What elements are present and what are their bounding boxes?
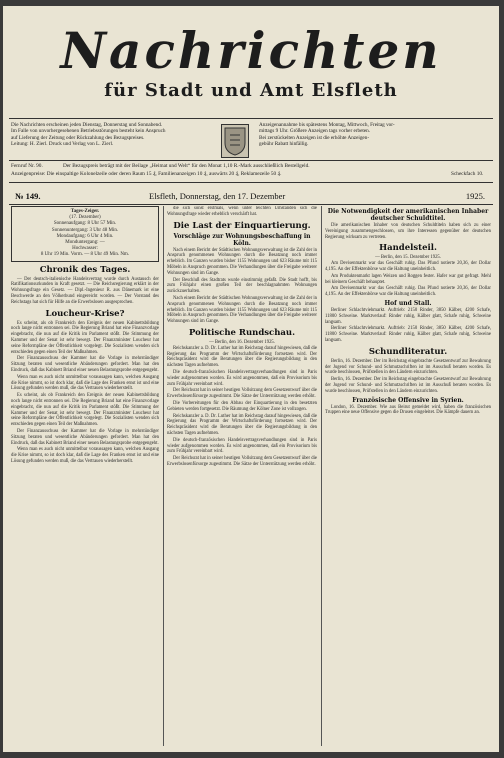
paragraph: Die Vorbereitungen für den Abbau der Einquartierung in den besetzten Gebieten werden fortgesetzt. Die Räumung der Kölner Zone ist vollzogen. [167, 400, 317, 412]
box-line: Sonnenuntergang: 3 Uhr 48 Min. [51, 227, 119, 233]
paragraph: Die deutsch-französischen Handelsvertragsverhandlungen sind in Paris wieder aufgenommen worden. Es wird angenommen, daß ein Provisorium bis zum Frühjahr vereinbart wird. [167, 437, 317, 455]
heading-syrien: Französische Offensive in Syrien. [352, 396, 464, 404]
info-rule [9, 160, 493, 161]
paragraph: Die amerikanischen Inhaber von deutschen Schuldtiteln haben sich zu einer Vereinigung zusammengeschlossen, um ihre Interessen gegenüber der deutschen Regierung wirksam zu vertreten. [325, 223, 491, 240]
tages-zeiger-box [11, 206, 159, 262]
dateline-handel: — Berlin, den 15. Dezember 1925. [375, 255, 441, 261]
paragraph: Der Finanzausschuss der Kammer hat die Vorlage in mehrstündiger Sitzung beraten und wesentliche Abänderungen gefordert. Man hat den Eindruck, daß das Kabinett Briand einer neuen Belastungsprobe entgegengeht. [11, 428, 159, 446]
scheckfach: Scheckfach 10. [451, 171, 484, 177]
info-right-line: mittags 9 Uhr. Größere Anzeigen tags vorher erbeten. [259, 128, 371, 135]
info-right-line: gebühr Rabatt hinfällig. [259, 141, 309, 148]
paragraph: Berliner Schlachtviehmarkt. Auftrieb: 2150 Rinder, 3850 Kälber, 4200 Schafe, 11800 Schweine. Marktverlauf: Rinder ruhig, Kälber glatt, Schafe ruhig, Schweine langsam. [325, 307, 491, 325]
paragraph: Der Reichsrat hat in seiner heutigen Vollsitzung dem Gesetzentwurf über die Erwerbslosenfürsorge zugestimmt. Die Sätze der Unterstützung werden erhöht. [167, 456, 317, 467]
box-line: 8 Uhr 19 Min. Vorm. — 8 Uhr 49 Min. Nm. [40, 252, 130, 258]
issue-year: 1925. [465, 191, 485, 201]
price-rule [9, 182, 493, 183]
info-left-line: Im Falle von unvorhergesehenen Betriebsstörungen besteht kein Anspruch [11, 128, 166, 135]
column-3 [325, 206, 491, 746]
box-line: Mondaufgang: 6 Uhr 4 Min. [56, 233, 114, 239]
paragraph: Am Devisenmarkt war das Geschäft ruhig. Das Pfund notierte 20,36, der Dollar 4,195. An der Effektenbörse war die Haltung uneinheitlich. [325, 261, 491, 272]
issue-dateline [9, 191, 493, 203]
paragraph: Am Devisenmarkt war das Geschäft ruhig. Das Pfund notierte 20,36, der Dollar 4,195. An der Effektenbörse war die Haltung uneinheitlich. [325, 286, 491, 298]
info-left-line: Die Nachrichten erscheinen jeden Dienstag, Donnerstag und Sonnabend. [11, 122, 163, 128]
masthead-title: Nachrichten [60, 21, 442, 80]
paragraph: Berliner Schlachtviehmarkt. Auftrieb: 2150 Rinder, 3850 Kälber, 4200 Schafe, 11800 Schweine. Marktverlauf: Rinder ruhig, Kälber glatt, Schafe ruhig, Schweine langsam. [325, 326, 491, 343]
bezugspreis: Der Bezugspreis beträgt mit der Beilage „Heimat und Welt“ für den Monat 1,10 R.-Mark ausschließlich Bestellgeld. [63, 163, 310, 169]
paragraph: Nach einem Bericht der Städtischen Wohnungsverwaltung ist die Zahl der in Anspruch genommenen Wohnungen durch die Besatzung noch immer erheblich. Im Ganzen wurden bisher 1155 Wohnungen und 623 Räume mit 115 Möbeln in Anspruch genommen. Die Verhandlungen über die Freigabe weiterer Wohnungen sind im Gange. [167, 247, 317, 276]
paragraph: die sich sonst erstmals, wenn unter leichten Umständen sich die Wohnungsfrage wieder erheblich verschärft hat. [167, 206, 317, 217]
heading-einquartierung: Die Last der Einquartierung. [173, 220, 311, 231]
paragraph: Der Reichsrat hat in seiner heutigen Vollsitzung dem Gesetzentwurf über die Erwerbslosenfürsorge zugestimmt. Die Sätze der Unterstützung werden erhöht. [167, 388, 317, 400]
column-divider [321, 206, 322, 746]
issue-number: № 149. [15, 191, 41, 201]
fernruf: Fernruf Nr. 90. [11, 163, 43, 169]
info-left-line: auf Lieferung der Zeitung oder Rückzahlung des Bezugspreises. [11, 134, 145, 141]
paragraph: Der Finanzausschuss der Kammer hat die Vorlage in mehrstündiger Sitzung beraten und wesentliche Abänderungen gefordert. Man hat den Eindruck, daß das Kabinett Briand einer neuen Belastungsprobe entgegengeht. [11, 356, 159, 373]
heading-loucheur: Loucheur-Krise? [45, 308, 125, 319]
paragraph: Die deutsch-französischen Handelsvertragsverhandlungen sind in Paris wieder aufgenommen worden. Es wird angenommen, daß ein Provisorium bis zum Frühjahr vereinbart wird. [167, 369, 317, 387]
masthead-subtitle: für Stadt und Amt Elsfleth [104, 80, 398, 101]
coat-of-arms-icon [221, 124, 249, 158]
paragraph: Wenn man es auch nicht unmittelbar voraussagen kann, welchen Ausgang die Krise nimmt, so ist doch klar, daß die Lage des Franken ernst ist und eine Lösung gefunden werden muß, die das Vertrauen wiederherstellt. [11, 447, 159, 464]
newspaper-page [3, 6, 499, 752]
paragraph: Es scheint, als ob Frankreich den Ereignis der neuen Kabinettsbildung noch lange nicht entronnen sei. Die Regierung Briand hat eine Finanzvorlage eingebracht, die nun auf die Kritik im Parlament stößt. Die Stimmung der Kammer und der Senat ist sehr bewegt. Der Finanzminister Loucheur hat seine Reformpläne der Öffentlichkeit vorgelegt. Die Sozialisten wenden sich entschieden gegen einen Teil der Maßnahmen. [11, 320, 159, 355]
anzeigenpreise: Anzeigenpreise: Die einspaltige Kolonelzeile oder deren Raum 15 ₰, Familienanzeigen 10 ₰, auswärts 20 ₰, Reklamezeile 50 ₰. [11, 171, 282, 177]
paragraph: Reichskanzler a. D. Dr. Luther hat im Reichstag darauf hingewiesen, daß die Regierung das Programm der Wirtschaftsförderung fortsetzen wird. Der Reichspräsident wird die Beratungen über die Regierungsbildung in den nächsten Tagen aufnehmen. [167, 413, 317, 436]
masthead-rule [9, 118, 493, 119]
issue-place-date: Elsfleth, Donnerstag, den 17. Dezember [149, 191, 286, 201]
dateline-rule [9, 204, 493, 205]
subheading-koeln: Vorschläge zur Wohnungsbeschaffung in Köln. [173, 232, 311, 247]
heading-chronik: Chronik des Tages. [39, 264, 131, 275]
heading-schuldtitel: Die Notwendigkeit der amerikanischen Inhaber deutscher Schuldtitel. [327, 208, 489, 222]
paragraph: Berlin, 16. Dezember. Der im Reichstag eingebrachte Gesetzentwurf zur Bewahrung der Jugend vor Schund- und Schmutzschriften ist im Ausschuß beraten worden. Es wurde beschlossen, Prüfstellen in den Ländern einzurichten. [325, 358, 491, 376]
paragraph: Wenn man es auch nicht unmittelbar voraussagen kann, welchen Ausgang die Krise nimmt, so ist doch klar, daß die Lage des Franken ernst ist und eine Lösung gefunden werden muß, die das Vertrauen wiederherstellt. [11, 374, 159, 392]
column-1 [11, 206, 159, 746]
heading-hof-und-stall: Hof und Stall. [384, 299, 432, 307]
box-line: Hochwasser: [72, 246, 98, 252]
paragraph: Nach einem Bericht der Städtischen Wohnungsverwaltung ist die Zahl der in Anspruch genommenen Wohnungen durch die Besatzung noch immer erheblich. Im Ganzen wurden bisher 1155 Wohnungen und 623 Räume mit 115 Möbeln in Anspruch genommen. Die Verhandlungen über die Freigabe weiterer Wohnungen sind im Gange. [167, 295, 317, 325]
paragraph: Am Produktenmarkt lagen Weizen und Roggen fester. Hafer war gut gefragt. Mehl bei kleinem Geschäft behauptet. [325, 273, 491, 285]
box-title: Tages-Zeiger. [70, 209, 100, 214]
info-right [259, 122, 491, 148]
paragraph: Der Beschluß des Stadtrats wurde einstimmig gefaßt. Die Stadt hofft, bis zum Frühjahr einen großen Teil der beschlagnahmten Wohnungen zurückzuerhalten. [167, 277, 317, 295]
box-line: Sonnenaufgang: 8 Uhr 57 Min. [53, 221, 117, 227]
info-left-line: Leitung: H. Zierl. Druck und Verlag von L. Zierl. [11, 141, 114, 148]
info-right-line: Bei zerstückelten Anzeigen ist die erhöhte Anzeigen- [259, 134, 370, 141]
paragraph: — Der deutsch-italienische Handelsvertrag wurde durch Austausch der Ratifikationsurkunden in Kraft gesetzt. — Die Reichsregierung erklärt in der Wohnungsfrage ein Gesetz. — Dipl.-Ingenieur R. aus Dänemark ist eine Beschwerde an den Völkerbund eingereicht worden. — Der Vorstand des Reichstags hat sich für Hilfe an die Erwerbslosen ausgesprochen. [11, 276, 159, 305]
paragraph: Es scheint, als ob Frankreich den Ereignis der neuen Kabinettsbildung noch lange nicht entronnen sei. Die Regierung Briand hat eine Finanzvorlage eingebracht, die nun auf die Kritik im Parlament stößt. Die Stimmung der Kammer und der Senat ist sehr bewegt. Der Finanzminister Loucheur hat seine Reformpläne der Öffentlichkeit vorgelegt. Die Sozialisten wenden sich entschieden gegen einen Teil der Maßnahmen. [11, 393, 159, 428]
paragraph: Reichskanzler a. D. Dr. Luther hat im Reichstag darauf hingewiesen, daß die Regierung das Programm der Wirtschaftsförderung fortsetzen wird. Der Reichspräsident wird die Beratungen über die Regierungsbildung in den nächsten Tagen aufnehmen. [167, 345, 317, 369]
info-left [11, 122, 211, 148]
paragraph: Berlin, 16. Dezember. Der im Reichstag eingebrachte Gesetzentwurf zur Bewahrung der Jugend vor Schund- und Schmutzschriften ist im Ausschuß beraten worden. Es wurde beschlossen, Prüfstellen in den Ländern einzurichten. [325, 377, 491, 394]
heading-schundliteratur: Schundliteratur. [368, 346, 448, 357]
box-line: Monduntergang: — [65, 240, 105, 246]
column-2 [167, 206, 317, 746]
paragraph: London, 16. Dezember. Wie aus Beirut gemeldet wird, haben die französischen Truppen eine neue Offensive gegen die Drusen eingeleitet. Die Kämpfe dauern an. [325, 404, 491, 416]
box-line: (17. Dezember) [69, 215, 101, 221]
heading-politische-rundschau: Politische Rundschau. [188, 327, 296, 338]
dateline-berlin: — Berlin, den 16. Dezember 1925. [209, 339, 275, 345]
info-right-line: Anzeigenannahme bis spätestens Montag, Mittwoch, Freitag vor- [259, 122, 395, 128]
column-divider [163, 206, 164, 746]
heading-handelsteil: Handelsteil. [379, 243, 437, 254]
